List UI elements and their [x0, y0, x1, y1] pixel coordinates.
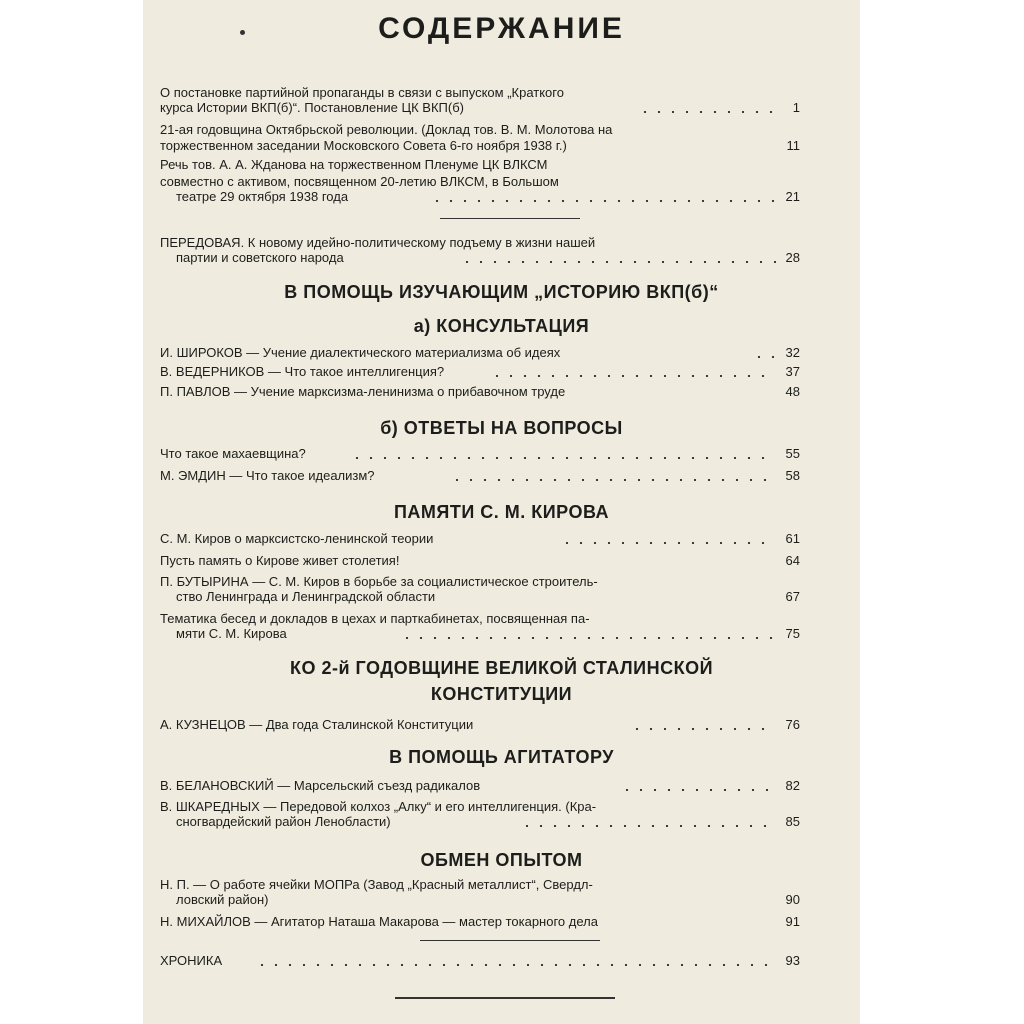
entry-text: партии и советского народа	[176, 250, 344, 265]
page-number: 85	[785, 814, 800, 829]
entry-text: А. КУЗНЕЦОВ — Два года Сталинской Конституции	[160, 717, 474, 732]
page-number: 64	[785, 553, 800, 568]
toc-entry	[160, 380, 800, 404]
entry-text: ство Ленинграда и Ленинградской области	[176, 589, 436, 604]
page-number: 55	[785, 446, 800, 461]
leader-dots	[255, 964, 774, 966]
entry-text: В. БЕЛАНОВСКИЙ — Марсельский съезд радикалов	[160, 778, 481, 793]
page-number: 48	[785, 384, 800, 399]
leader-dots	[430, 200, 776, 202]
entry-text: сногвардейский район Ленобласти)	[176, 814, 391, 829]
entry-line: совместно с активом, посвященном 20-летию ВЛКСМ, в Большом	[160, 174, 559, 189]
section-heading: КО 2-й ГОДОВЩИНЕ ВЕЛИКОЙ СТАЛИНСКОЙ	[289, 658, 714, 678]
entry-text: П. ПАВЛОВ — Учение марксизма-ленинизма о прибавочном труде	[160, 384, 566, 399]
leader-dots	[630, 728, 774, 730]
page-number: 90	[785, 892, 800, 907]
toc-entry	[160, 134, 800, 158]
subsection-heading: б) ОТВЕТЫ НА ВОПРОСЫ	[380, 418, 623, 438]
leader-dots	[350, 457, 774, 459]
section-heading: ПАМЯТИ С. М. КИРОВА	[393, 502, 610, 522]
page-number: 28	[785, 250, 800, 265]
page-number: 93	[785, 953, 800, 968]
entry-text: С. М. Киров о марксистско-ленинской теории	[160, 531, 434, 546]
page-number: 1	[792, 100, 800, 115]
entry-text: Пусть память о Кирове живет столетия!	[160, 553, 400, 568]
bottom-rule	[395, 997, 615, 999]
entry-line: Речь тов. А. А. Жданова на торжественном Пленуме ЦК ВЛКСМ	[160, 157, 548, 172]
leader-dots	[450, 479, 774, 481]
section-heading: В ПОМОЩЬ АГИТАТОРУ	[389, 747, 614, 767]
entry-line: 21-ая годовщина Октябрьской революции. (Доклад тов. В. М. Молотова на	[160, 122, 613, 137]
toc-entry	[160, 774, 800, 798]
entry-text: М. ЭМДИН — Что такое идеализм?	[160, 468, 375, 483]
toc-entry	[160, 810, 800, 834]
entry-line: В. ШКАРЕДНЫХ — Передовой колхоз „Алку“ и его интеллигенция. (Кра-	[160, 799, 597, 814]
leader-dots	[638, 111, 776, 113]
entry-text: курса Истории ВКП(б)“. Постановление ЦК ВКП(б)	[160, 100, 464, 115]
entry-line: Н. П. — О работе ячейки МОПРа (Завод „Красный металлист“, Свердл-	[160, 877, 593, 892]
toc-entry	[160, 585, 800, 609]
section-heading-cont: КОНСТИТУЦИИ	[430, 684, 573, 704]
page-number: 58	[785, 468, 800, 483]
entry-text: ХРОНИКА	[160, 953, 223, 968]
page-number: 11	[786, 138, 800, 153]
section-heading: ОБМЕН ОПЫТОМ	[420, 850, 583, 870]
leader-dots	[752, 356, 774, 358]
page-number: 67	[785, 589, 800, 604]
leader-dots	[490, 375, 774, 377]
toc-entry	[160, 549, 800, 573]
page-number: 32	[785, 345, 800, 360]
page-number: 91	[785, 914, 800, 929]
section-heading: В ПОМОЩЬ ИЗУЧАЮЩИМ „ИСТОРИЮ ВКП(б)“	[284, 282, 719, 302]
divider	[420, 940, 600, 941]
leader-dots	[560, 542, 774, 544]
toc-entry	[160, 246, 800, 270]
leader-dots	[460, 261, 776, 263]
toc-entry	[160, 464, 800, 488]
entry-text: В. ВЕДЕРНИКОВ — Что такое интеллигенция?	[160, 364, 445, 379]
entry-text: Что такое махаевщина?	[160, 446, 306, 461]
toc-entry	[160, 949, 800, 973]
page-number: 75	[785, 626, 800, 641]
leader-dots	[520, 825, 774, 827]
entry-text: театре 29 октября 1938 года	[176, 189, 349, 204]
divider	[440, 218, 580, 219]
toc-entry	[160, 527, 800, 551]
toc-entry	[160, 185, 800, 209]
toc-entry	[160, 888, 800, 912]
toc-entry	[160, 96, 800, 120]
page-number: 61	[785, 531, 800, 546]
leader-dots	[400, 637, 774, 639]
subsection-heading: а) КОНСУЛЬТАЦИЯ	[413, 316, 590, 336]
toc-entry	[160, 622, 800, 646]
entry-text: торжественном заседании Московского Совета 6-го ноября 1938 г.)	[160, 138, 567, 153]
page-number: 76	[785, 717, 800, 732]
toc-entry	[160, 910, 800, 934]
entry-text: И. ШИРОКОВ — Учение диалектического материализма об идеях	[160, 345, 561, 360]
entry-text: ловский район)	[176, 892, 269, 907]
page-number: 21	[785, 189, 800, 204]
leader-dots	[620, 789, 774, 791]
entry-text: Н. МИХАЙЛОВ — Агитатор Наташа Макарова — мастер токарного дела	[160, 914, 598, 929]
entry-line: П. БУТЫРИНА — С. М. Киров в борьбе за социалистическое строитель-	[160, 574, 598, 589]
entry-line: Тематика бесед и докладов в цехах и парткабинетах, посвященная па-	[160, 611, 590, 626]
page-number: 82	[785, 778, 800, 793]
page-title: СОДЕРЖАНИЕ	[378, 12, 625, 45]
toc-entry	[160, 713, 800, 737]
entry-line: О постановке партийной пропаганды в связи с выпуском „Краткого	[160, 85, 564, 100]
page-number: 37	[785, 364, 800, 379]
entry-text: мяти С. М. Кирова	[176, 626, 287, 641]
toc-entry	[160, 442, 800, 466]
entry-line: ПЕРЕДОВАЯ. К новому идейно-политическому подъему в жизни нашей	[160, 235, 596, 250]
